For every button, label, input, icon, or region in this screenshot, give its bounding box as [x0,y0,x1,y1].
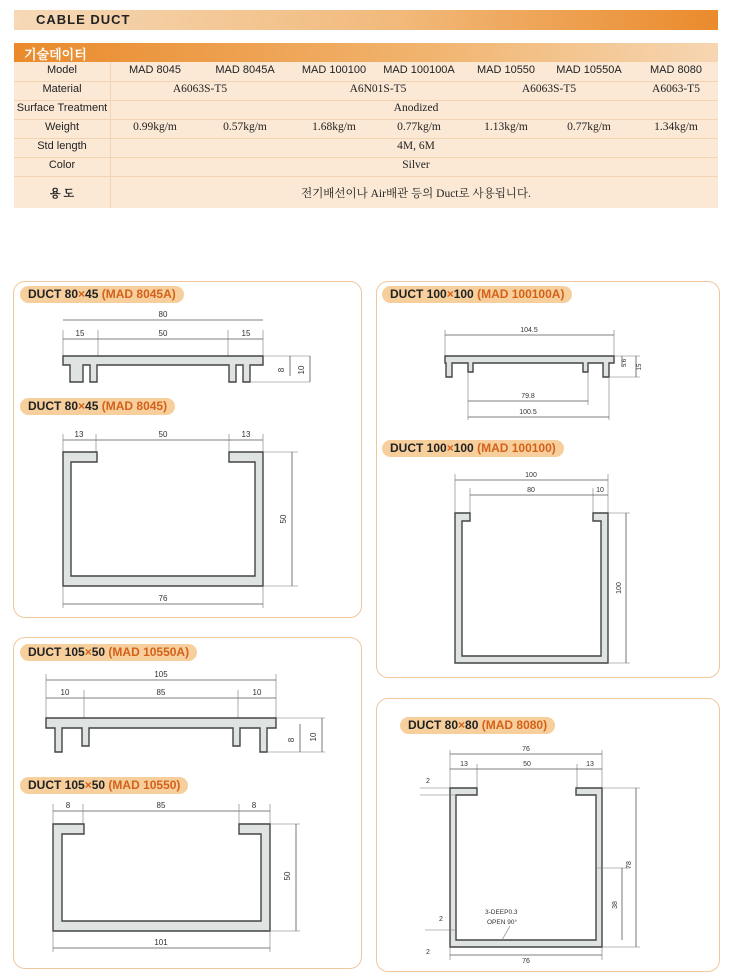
spec-cell: 0.57kg/m [223,121,267,133]
note-open: OPEN 90° [487,919,518,926]
spec-label: Std length [37,140,87,152]
spec-cell: 1.34kg/m [654,121,698,133]
title-part: DUCT 80 [408,718,459,732]
dim-label: 50 [523,761,531,768]
dim-label: 38 [612,901,619,909]
title-part: 80 [465,718,479,732]
spec-cell: MAD 100100 [301,64,367,76]
title-part: DUCT 105 [28,778,85,792]
dim-label: 10 [297,365,306,375]
title-part: 45 [85,287,99,301]
spec-label: Color [48,159,76,171]
leader-line [502,926,510,940]
model-code: (MAD 8045A) [101,287,176,301]
spec-cell: MAD 8080 [650,64,702,76]
spec-cell: A6063S-T5 [521,83,577,95]
note-groove: 3-DEEP0.3 [485,909,518,916]
dim-label: 13 [74,430,84,439]
times-sign: × [458,718,466,732]
spec-label: Surface Treatment [16,102,108,114]
dim-label: 104.5 [520,327,538,334]
section-title: 기술데이터 [24,47,87,62]
dim-label: 2 [439,916,443,923]
dim-label: 101 [154,938,168,947]
dim-label: 10 [252,688,262,697]
spec-label: Weight [44,121,80,133]
dim-label: 15 [75,329,85,338]
model-code: (MAD 8045) [101,399,168,413]
dim-label: 76 [158,594,168,603]
dim-label: 50 [158,430,168,439]
spec-label: Material [42,83,82,95]
times-sign: × [446,287,454,301]
spec-label: 용 도 [49,188,75,200]
spec-cell: MAD 10550 [476,64,536,76]
spec-cell: Silver [402,159,430,171]
dim-label: 85 [156,688,166,697]
times-sign: × [84,645,92,659]
dim-label: 76 [522,958,530,965]
title-part: DUCT 80 [28,399,79,413]
dim-label: 15 [241,329,251,338]
title-part: 100 [453,441,474,455]
spec-cell: 0.99kg/m [133,121,177,133]
title-part: DUCT 100 [390,287,447,301]
dim-label: 50 [283,871,292,881]
title-part: 50 [91,778,106,792]
dim-label: 100.5 [519,409,537,416]
dim-label: 2 [426,949,430,956]
times-sign: × [84,778,92,792]
page-title: CABLE DUCT [36,12,131,27]
spec-cell: A6063-T5 [652,83,700,95]
dim-label: 2 [426,778,430,785]
dim-label: 76 [522,746,530,753]
times-sign: × [78,399,86,413]
spec-cell: 0.77kg/m [567,121,611,133]
title-part: DUCT 105 [28,645,85,659]
model-code: (MAD 8080) [481,718,548,732]
spec-cell: Anodized [393,102,439,114]
spec-cell: MAD 8045 [129,64,181,76]
dim-label: 10 [60,688,70,697]
dim-label: 8 [65,801,71,810]
title-part: DUCT 100 [390,441,447,455]
dim-label: 8 [277,367,286,373]
spec-cell: 0.77kg/m [397,121,441,133]
times-sign: × [446,441,454,455]
model-code: (MAD 100100A) [477,287,565,301]
spec-cell: 4M, 6M [397,140,435,152]
dim-label: 80 [527,487,535,494]
spec-cell: MAD 100100A [383,64,455,76]
title-part: 100 [453,287,474,301]
dim-label: 80 [158,310,168,319]
dim-label: 13 [241,430,251,439]
dim-label: 50 [158,329,168,338]
spec-cell: MAD 8045A [215,64,275,76]
dim-label: 100 [616,582,623,594]
dim-label: 105 [154,670,168,679]
times-sign: × [78,287,86,301]
model-code: (MAD 100100) [477,441,556,455]
dim-label: 100 [525,472,537,479]
model-code: (MAD 10550A) [108,645,190,659]
dim-label: 79.8 [521,393,535,400]
dim-label: 13 [586,761,594,768]
dim-label: 13 [460,761,468,768]
profile-8080 [450,788,602,947]
title-part: DUCT 80 [28,287,79,301]
spec-label: Model [47,64,77,76]
dim-label: 15 [637,363,643,371]
dim-label: 78 [626,861,633,869]
spec-cell: 전기배선이나 Air배관 등의 Duct로 사용됩니다. [301,188,531,200]
spec-cell: MAD 10550A [556,64,622,76]
title-part: 45 [85,399,99,413]
dim-label: 8 [251,801,257,810]
dim-label: 50 [279,514,288,524]
model-code: (MAD 10550) [108,778,181,792]
dim-label: 85 [156,801,166,810]
spec-cell: 1.13kg/m [484,121,528,133]
spec-cell: A6N01S-T5 [349,83,407,95]
title-part: 50 [91,645,106,659]
spec-cell: 1.68kg/m [312,121,356,133]
dim-label: 10 [309,732,318,742]
dim-label: 8 [287,737,296,743]
dim-label: 10 [596,487,604,494]
spec-cell: A6063S-T5 [172,83,228,95]
dim-label: 5.6 [622,358,628,368]
